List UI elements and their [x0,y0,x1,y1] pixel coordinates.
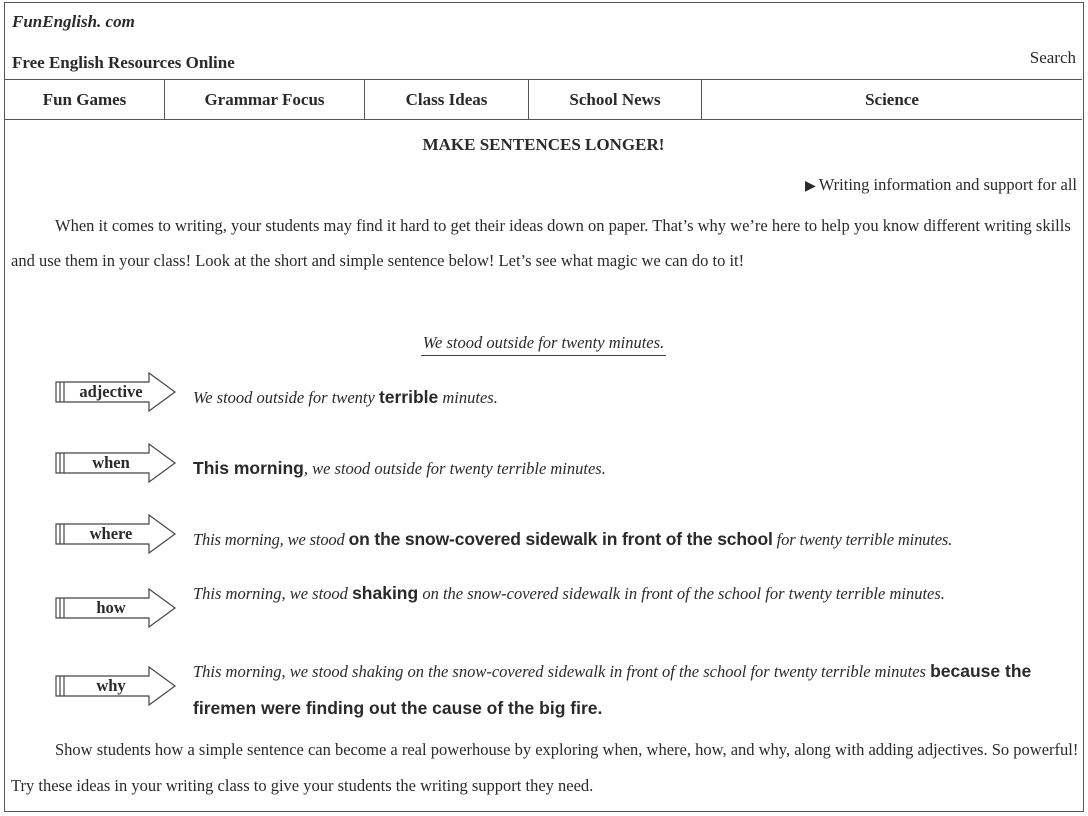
example-text-after: on the snow-covered sidewalk in front of the school for twenty terrible minutes. [418,584,945,603]
arrow-label-when [55,443,177,483]
example-text-bold: terrible [378,387,439,407]
info-link-label: Writing information and support for all [818,175,1077,194]
example-text-bold: on the snow-covered sidewalk in front of the school [348,529,773,549]
tab-grammar-focus[interactable]: Grammar Focus [165,80,365,119]
arrow-label-text: how [96,598,126,617]
example-text-after: for twenty terrible minutes. [772,530,953,549]
tab-school-news[interactable]: School News [529,80,702,119]
search-link[interactable]: Search [1029,48,1076,67]
arrow-label-where [55,514,177,554]
page-frame [4,2,1084,812]
tab-science[interactable]: Science [865,89,919,109]
example-text-before: This morning, we stood shaking on the snow-covered sidewalk in front of the school for twenty terrible minutes [193,662,931,681]
example-text-after: minutes. [438,388,498,407]
base-sentence-text: We stood outside for twenty minutes. [421,333,666,356]
arrow-label-text: why [96,676,126,695]
example-text-bold: because the firemen were finding out the cause of the big fire. [193,661,1032,718]
tab-class-ideas[interactable]: Class Ideas [365,80,529,119]
example-text-before: This morning, we stood [193,584,353,603]
example-text-after: , we stood outside for twenty terrible minutes. [303,459,606,478]
example-sentence-how [193,575,1073,612]
example-text-bold: shaking [352,583,419,603]
arrow-label-adjective [55,372,177,412]
example-text-bold: This morning [193,458,304,478]
arrow-label-text: adjective [79,382,143,401]
nav-bar [5,79,1082,120]
play-triangle-icon: ▶ [804,179,816,194]
example-text-before: We stood outside for twenty [193,388,379,407]
arrow-label-text: where [89,524,133,543]
arrow-label-text: when [92,453,130,472]
base-sentence [5,333,1082,353]
arrow-label-why [55,666,177,706]
page-title: MAKE SENTENCES LONGER! [422,135,665,154]
site-brand[interactable]: FunEnglish. com [12,12,135,31]
info-link[interactable] [805,175,1077,195]
closing-paragraph: Show students how a simple sentence can become a real powerhouse by exploring when, where, how, and why, along with adding adjectives. So powerful! Try these ideas in your writing class to give your students the writing support they need. [11,740,1079,795]
example-sentence-when [193,450,1073,487]
intro-paragraph: When it comes to writing, your students may find it hard to get their ideas down on paper. That’s why we’re here to help you know different writing skills and use them in your class! Look at the short and simple sentence below! Let’s see what magic we can do to it! [11,216,1071,270]
example-text-before: This morning, we stood [193,530,349,549]
arrow-label-how [55,588,177,628]
site-subtitle: Free English Resources Online [12,53,235,72]
example-sentence-where [193,521,1073,558]
tab-fun-games[interactable]: Fun Games [5,80,165,119]
example-sentence-why [193,653,1073,727]
example-sentence-adjective [193,379,1073,416]
